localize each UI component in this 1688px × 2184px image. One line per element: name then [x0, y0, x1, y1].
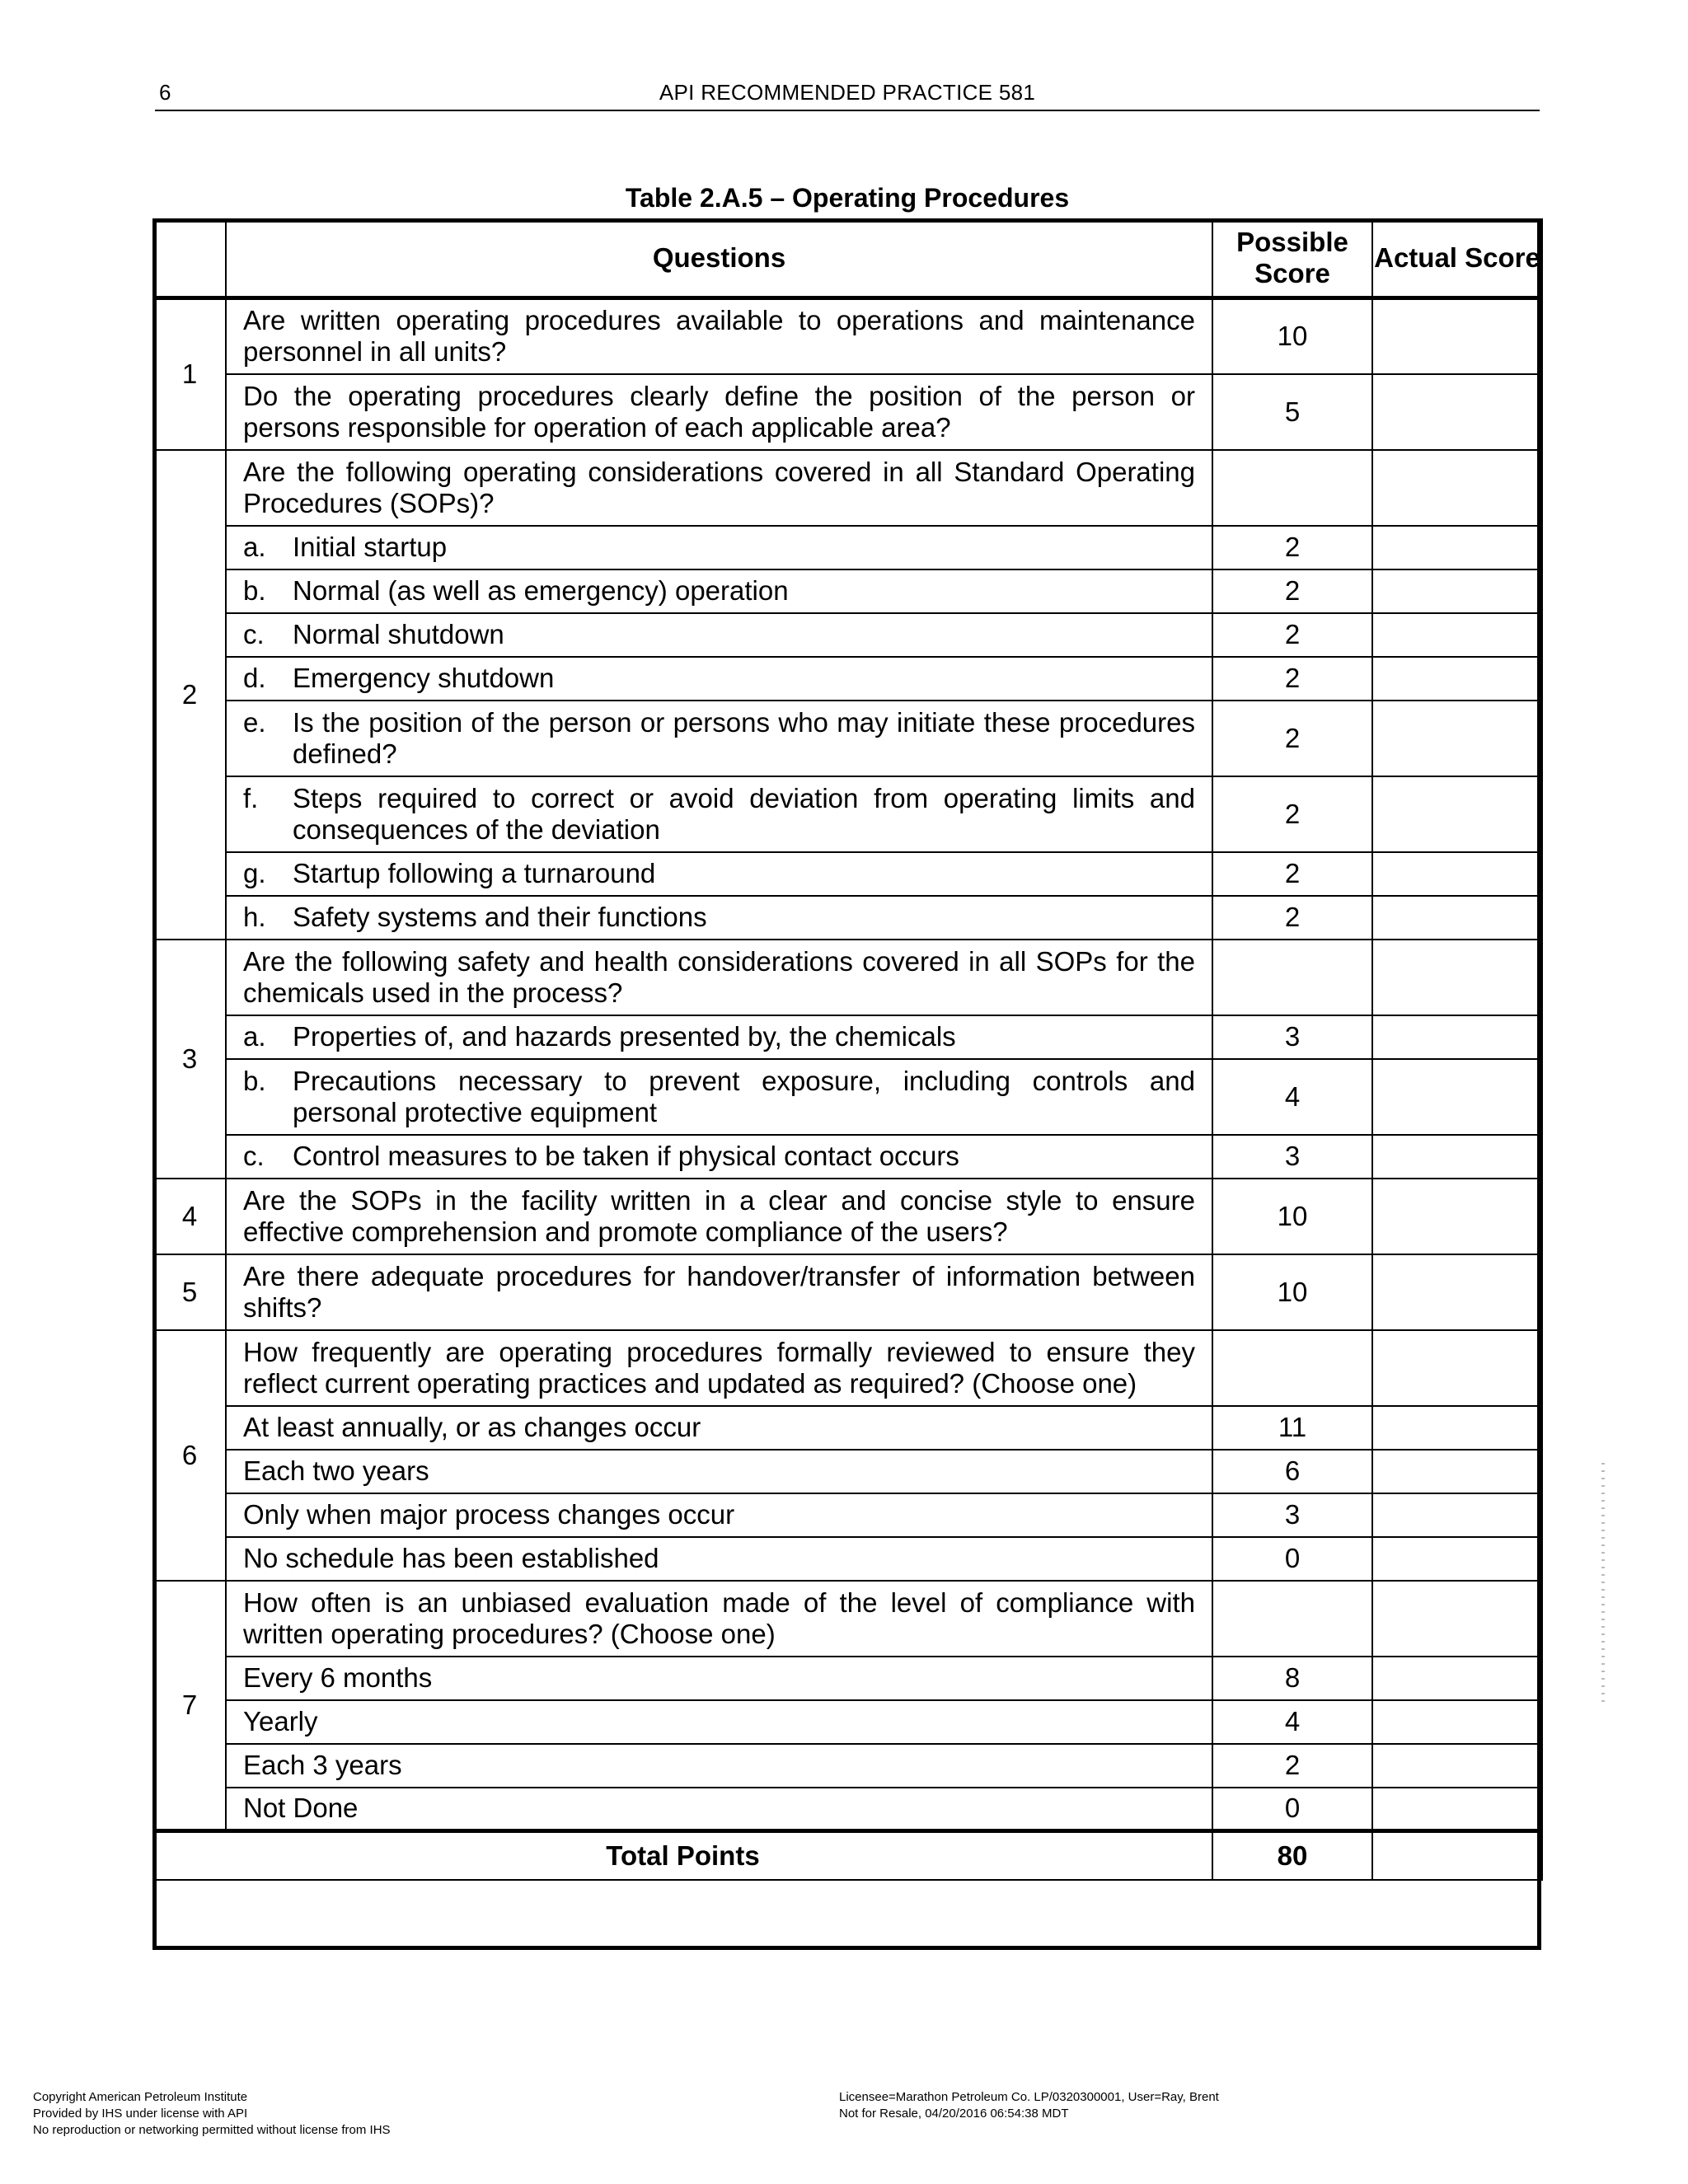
- possible-score: 8: [1212, 1657, 1372, 1700]
- footer-line: Licensee=Marathon Petroleum Co. LP/0320300001, User=Ray, Brent: [839, 2090, 1219, 2104]
- possible-score: [1212, 450, 1372, 526]
- table-row: [153, 1450, 1542, 1493]
- possible-score: 2: [1212, 657, 1372, 701]
- option-text: No schedule has been established: [226, 1537, 1212, 1581]
- question-text: How frequently are operating procedures formally reviewed to ensure they reflect current operating practices and updated as required? (Choose one): [226, 1330, 1212, 1406]
- table-header-row: [153, 219, 1542, 298]
- actual-score-cell[interactable]: [1372, 1135, 1542, 1179]
- sub-item: [226, 1059, 1212, 1135]
- table-row: [153, 701, 1542, 776]
- possible-score: 6: [1212, 1450, 1372, 1493]
- possible-score: 3: [1212, 1015, 1372, 1059]
- actual-score-cell[interactable]: [1372, 1581, 1542, 1657]
- question-text: Are the following safety and health considerations covered in all SOPs for the chemicals used in the process?: [226, 940, 1212, 1015]
- footer-license: [839, 2089, 1219, 2122]
- page-header: [155, 78, 1540, 111]
- table-title: Table 2.A.5 – Operating Procedures: [625, 183, 1070, 213]
- sub-item-text: Safety systems and their functions: [293, 902, 707, 932]
- sub-item-label: a.: [243, 532, 266, 562]
- sub-item-label: f.: [243, 782, 259, 813]
- sub-item-label: h.: [243, 902, 266, 932]
- option-text: At least annually, or as changes occur: [226, 1406, 1212, 1450]
- table-row: [153, 1406, 1542, 1450]
- sub-item-text: Startup following a turnaround: [293, 858, 656, 888]
- question-number: 2: [153, 450, 226, 940]
- sub-item: [226, 657, 1212, 701]
- total-label: Total Points: [153, 1831, 1212, 1881]
- sub-item-text: Is the position of the person or persons who may initiate these procedures defined?: [293, 706, 1195, 769]
- actual-score-cell[interactable]: [1372, 1059, 1542, 1135]
- possible-score: [1212, 1581, 1372, 1657]
- actual-score-cell[interactable]: [1372, 1788, 1542, 1831]
- possible-score: 0: [1212, 1788, 1372, 1831]
- option-text: Not Done: [226, 1788, 1212, 1831]
- possible-score-column-header: Possible Score: [1212, 219, 1372, 298]
- sub-item: [226, 1135, 1212, 1179]
- operating-procedures-table: [152, 218, 1543, 1881]
- sub-item-text: Precautions necessary to prevent exposure, including controls and personal protective equipment: [293, 1065, 1195, 1127]
- question-number: 6: [153, 1330, 226, 1581]
- table-row: [153, 1059, 1542, 1135]
- question-number: 1: [153, 298, 226, 450]
- actual-score-cell[interactable]: [1372, 657, 1542, 701]
- table-row: [153, 1744, 1542, 1788]
- option-text: Yearly: [226, 1700, 1212, 1744]
- table-row: [153, 657, 1542, 701]
- question-number: 5: [153, 1254, 226, 1330]
- option-text: Each 3 years: [226, 1744, 1212, 1788]
- actual-score-cell[interactable]: [1372, 1657, 1542, 1700]
- sub-item: [226, 852, 1212, 896]
- footer-line: Not for Resale, 04/20/2016 06:54:38 MDT: [839, 2107, 1069, 2121]
- actual-score-column-header: Actual Score: [1372, 219, 1542, 298]
- sub-item-label: b.: [243, 1065, 266, 1096]
- table-row: [153, 776, 1542, 852]
- table-row: [153, 450, 1542, 526]
- possible-score: [1212, 940, 1372, 1015]
- table-row: [153, 1537, 1542, 1581]
- sub-item: [226, 776, 1212, 852]
- sub-item-label: b.: [243, 575, 266, 606]
- table-row: [153, 1330, 1542, 1406]
- total-actual-score-cell[interactable]: [1372, 1831, 1542, 1881]
- possible-score: 5: [1212, 374, 1372, 450]
- sub-item-label: a.: [243, 1021, 266, 1052]
- table-row: [153, 1700, 1542, 1744]
- question-text: How often is an unbiased evaluation made of the level of compliance with written operating procedures? (Choose one): [226, 1581, 1212, 1657]
- possible-score: 2: [1212, 776, 1372, 852]
- total-possible-score: 80: [1212, 1831, 1372, 1881]
- possible-score: 2: [1212, 896, 1372, 940]
- question-number: 7: [153, 1581, 226, 1831]
- footer-line: No reproduction or networking permitted without license from IHS: [33, 2123, 391, 2137]
- question-text: Are the SOPs in the facility written in a clear and concise style to ensure effective comprehension and promote compliance of the users?: [226, 1179, 1212, 1254]
- footer-line: Provided by IHS under license with API: [33, 2107, 248, 2121]
- possible-score: 4: [1212, 1059, 1372, 1135]
- sub-item: [226, 569, 1212, 613]
- actual-score-cell[interactable]: [1372, 569, 1542, 613]
- sub-item-text: Normal shutdown: [293, 619, 504, 649]
- table-row: [153, 896, 1542, 940]
- possible-score: 2: [1212, 569, 1372, 613]
- actual-score-cell[interactable]: [1372, 1254, 1542, 1330]
- table-row: [153, 374, 1542, 450]
- footer-copyright: [33, 2089, 391, 2139]
- possible-score: 2: [1212, 701, 1372, 776]
- actual-score-cell[interactable]: [1372, 1700, 1542, 1744]
- sub-item-label: c.: [243, 619, 265, 649]
- option-text: Every 6 months: [226, 1657, 1212, 1700]
- question-number: 3: [153, 940, 226, 1179]
- table-row: [153, 1581, 1542, 1657]
- possible-score: 2: [1212, 613, 1372, 657]
- table-row: [153, 1657, 1542, 1700]
- actual-score-cell[interactable]: [1372, 1179, 1542, 1254]
- sub-item: [226, 1015, 1212, 1059]
- actual-score-cell[interactable]: [1372, 1744, 1542, 1788]
- total-row: [153, 1831, 1542, 1881]
- sub-item-text: Control measures to be taken if physical contact occurs: [293, 1141, 959, 1171]
- actual-score-cell[interactable]: [1372, 1406, 1542, 1450]
- possible-score: 3: [1212, 1493, 1372, 1537]
- possible-score: 10: [1212, 1254, 1372, 1330]
- actual-score-cell[interactable]: [1372, 701, 1542, 776]
- actual-score-cell[interactable]: [1372, 526, 1542, 569]
- actual-score-cell[interactable]: [1372, 1537, 1542, 1581]
- actual-score-cell[interactable]: [1372, 374, 1542, 450]
- sub-item-label: d.: [243, 663, 266, 693]
- actual-score-cell[interactable]: [1372, 940, 1542, 1015]
- table-row: [153, 1493, 1542, 1537]
- table-row: [153, 569, 1542, 613]
- table-row: [153, 1788, 1542, 1831]
- possible-score: 2: [1212, 526, 1372, 569]
- question-text: Are there adequate procedures for handover/transfer of information between shifts?: [226, 1254, 1212, 1330]
- actual-score-cell[interactable]: [1372, 613, 1542, 657]
- footer-line: Copyright American Petroleum Institute: [33, 2090, 248, 2104]
- possible-score: 10: [1212, 1179, 1372, 1254]
- option-text: Each two years: [226, 1450, 1212, 1493]
- sub-item-text: Normal (as well as emergency) operation: [293, 575, 789, 606]
- table-row: [153, 1254, 1542, 1330]
- sub-item: [226, 613, 1212, 657]
- possible-score: 11: [1212, 1406, 1372, 1450]
- questions-column-header: Questions: [226, 219, 1212, 298]
- page-number: 6: [159, 80, 171, 105]
- actual-score-cell[interactable]: [1372, 852, 1542, 896]
- table-row: [153, 852, 1542, 896]
- sub-item-text: Steps required to correct or avoid deviation from operating limits and consequences of the deviation: [293, 782, 1195, 845]
- option-text: Only when major process changes occur: [226, 1493, 1212, 1537]
- sub-item-text: Properties of, and hazards presented by, the chemicals: [293, 1021, 956, 1052]
- actual-score-cell[interactable]: [1372, 1493, 1542, 1537]
- sub-item-label: c.: [243, 1141, 265, 1171]
- question-text: Do the operating procedures clearly define the position of the person or persons responsible for operation of each applicable area?: [226, 374, 1212, 450]
- question-text: Are the following operating considerations covered in all Standard Operating Procedures (SOPs)?: [226, 450, 1212, 526]
- sub-item-text: Emergency shutdown: [293, 663, 555, 693]
- table-row: [153, 298, 1542, 374]
- possible-score: 4: [1212, 1700, 1372, 1744]
- table-row: [153, 526, 1542, 569]
- sub-item-label: e.: [243, 706, 266, 738]
- possible-score: 10: [1212, 298, 1372, 374]
- actual-score-cell[interactable]: [1372, 776, 1542, 852]
- possible-score: 0: [1212, 1537, 1372, 1581]
- document-title: API RECOMMENDED PRACTICE 581: [659, 80, 1036, 105]
- possible-score: 3: [1212, 1135, 1372, 1179]
- actual-score-cell[interactable]: [1372, 1015, 1542, 1059]
- margin-watermark-mark: [1601, 1463, 1605, 1702]
- table-row: [153, 1135, 1542, 1179]
- question-text: Are written operating procedures available to operations and maintenance personnel in all units?: [226, 298, 1212, 374]
- possible-score: [1212, 1330, 1372, 1406]
- sub-item: [226, 701, 1212, 776]
- table-row: [153, 1179, 1542, 1254]
- question-number: 4: [153, 1179, 226, 1254]
- actual-score-cell[interactable]: [1372, 1450, 1542, 1493]
- sub-item-text: Initial startup: [293, 532, 448, 562]
- sub-item: [226, 526, 1212, 569]
- table-row: [153, 1015, 1542, 1059]
- actual-score-cell[interactable]: [1372, 450, 1542, 526]
- table-row: [153, 940, 1542, 1015]
- table-row: [153, 613, 1542, 657]
- actual-score-cell[interactable]: [1372, 298, 1542, 374]
- actual-score-cell[interactable]: [1372, 1330, 1542, 1406]
- possible-score: 2: [1212, 852, 1372, 896]
- sub-item-label: g.: [243, 858, 266, 888]
- number-column-header: [153, 219, 226, 298]
- possible-score: 2: [1212, 1744, 1372, 1788]
- actual-score-cell[interactable]: [1372, 896, 1542, 940]
- sub-item: [226, 896, 1212, 940]
